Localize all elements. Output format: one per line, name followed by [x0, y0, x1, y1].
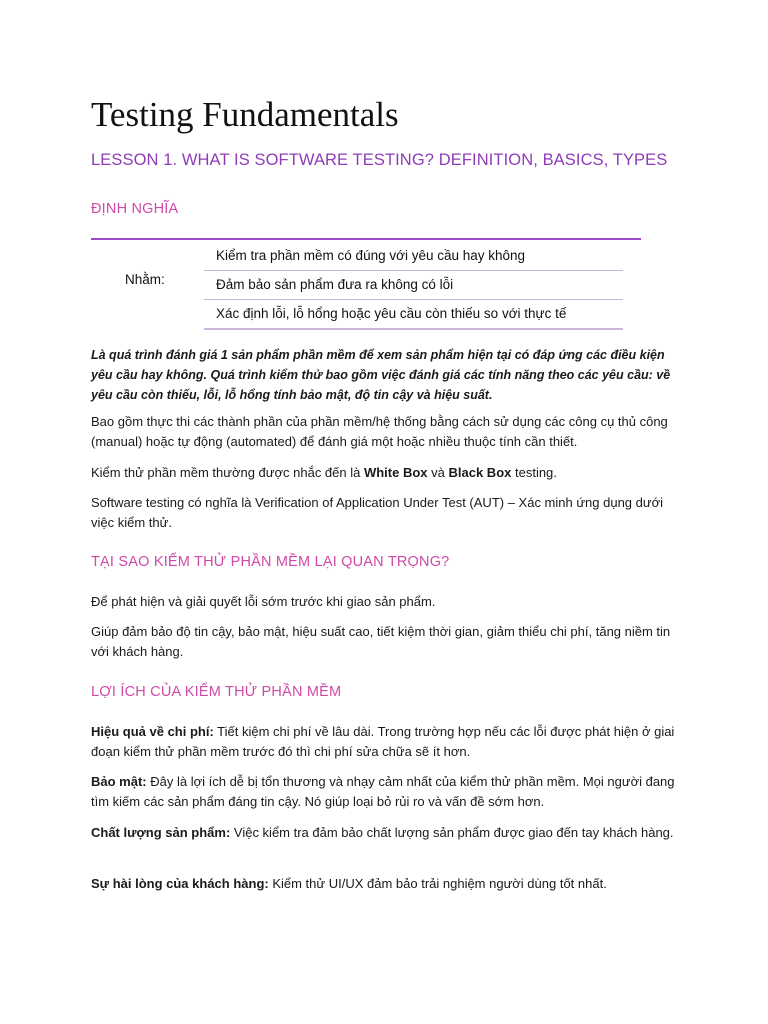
importance-paragraph: Để phát hiện và giải quyết lỗi sớm trước khi giao sản phẩm.	[91, 594, 436, 609]
benefit-text: Tiết kiệm chi phí về lâu dài. Trong trường hợp nếu các lỗi được phát hiện ở giai đoạn kiểm thử phần mềm trước đó thì chi phí sửa chữa sẽ ít hơn.	[91, 724, 675, 759]
purpose-item: Xác định lỗi, lỗ hổng hoặc yêu cầu còn thiếu so với thực tế	[204, 300, 623, 330]
document-title: Testing Fundamentals	[91, 95, 399, 134]
text-span: Kiểm thử phần mềm thường được nhắc đến là	[91, 465, 364, 480]
definition-paragraph: Software testing có nghĩa là Verification of Application Under Test (AUT) – Xác minh ứng dụng dưới việc kiểm thử.	[91, 495, 663, 530]
lesson-title: LESSON 1. WHAT IS SOFTWARE TESTING? DEFINITION, BASICS, TYPES	[91, 151, 668, 169]
definition-heading: ĐỊNH NGHĨA	[91, 201, 179, 217]
black-box-term: Black Box	[448, 465, 512, 480]
benefit-text: Đây là lợi ích dễ bị tổn thương và nhạy cảm nhất của kiểm thử phần mềm. Mọi người đang tìm kiếm các sản phẩm đáng tin cậy. Nó giúp loại bỏ rủi ro và vấn đề sớm hơn.	[91, 774, 675, 809]
benefit-item	[91, 722, 686, 762]
importance-heading: TẠI SAO KIỂM THỬ PHẦN MỀM LẠI QUAN TRỌNG?	[91, 554, 450, 570]
benefit-text: Kiểm thử UI/UX đảm bảo trải nghiệm người dùng tốt nhất.	[268, 876, 607, 891]
purpose-table	[91, 238, 641, 330]
white-box-term: White Box	[363, 465, 428, 480]
purpose-item: Kiểm tra phần mềm có đúng với yêu cầu hay không	[204, 242, 623, 271]
definition-paragraph: Bao gồm thực thi các thành phần của phần mềm/hệ thống bằng cách sử dụng các công cụ thủ công (manual) hoặc tự động (automated) để đánh giá một hoặc nhiều thuộc tính cần thiết.	[91, 414, 668, 449]
purpose-label: Nhằm:	[125, 272, 165, 287]
definition-paragraph	[91, 463, 686, 483]
benefit-text: Việc kiểm tra đảm bảo chất lượng sản phẩm được giao đến tay khách hàng.	[230, 825, 674, 840]
benefit-term: Chất lượng sản phẩm:	[91, 825, 231, 840]
benefit-term: Hiệu quả về chi phí:	[91, 724, 214, 739]
benefit-term: Sự hài lòng của khách hàng:	[91, 876, 269, 891]
benefit-term: Bảo mật:	[91, 774, 147, 789]
benefit-item	[91, 823, 686, 843]
text-span: testing.	[511, 465, 557, 480]
importance-paragraph: Giúp đảm bảo độ tin cậy, bảo mật, hiệu suất cao, tiết kiệm thời gian, giảm thiểu chi phí, tăng niềm tin với khách hàng.	[91, 624, 671, 659]
purpose-item: Đảm bảo sản phẩm đưa ra không có lỗi	[204, 271, 623, 300]
benefits-heading: LỢI ÍCH CỦA KIỂM THỬ PHẦN MỀM	[91, 684, 342, 700]
text-span: và	[427, 465, 449, 480]
benefit-item	[91, 874, 686, 894]
definition-summary: Là quá trình đánh giá 1 sản phẩm phần mềm để xem sản phẩm hiện tại có đáp ứng các điều kiện yêu cầu hay không. Quá trình kiểm thử bao gồm việc đánh giá các tính năng theo các yêu cầu: về yêu cầu còn thiếu, lỗi, lỗ hổng tính bảo mật, độ tin cậy và hiệu suất.	[91, 348, 671, 402]
benefit-item	[91, 772, 686, 812]
